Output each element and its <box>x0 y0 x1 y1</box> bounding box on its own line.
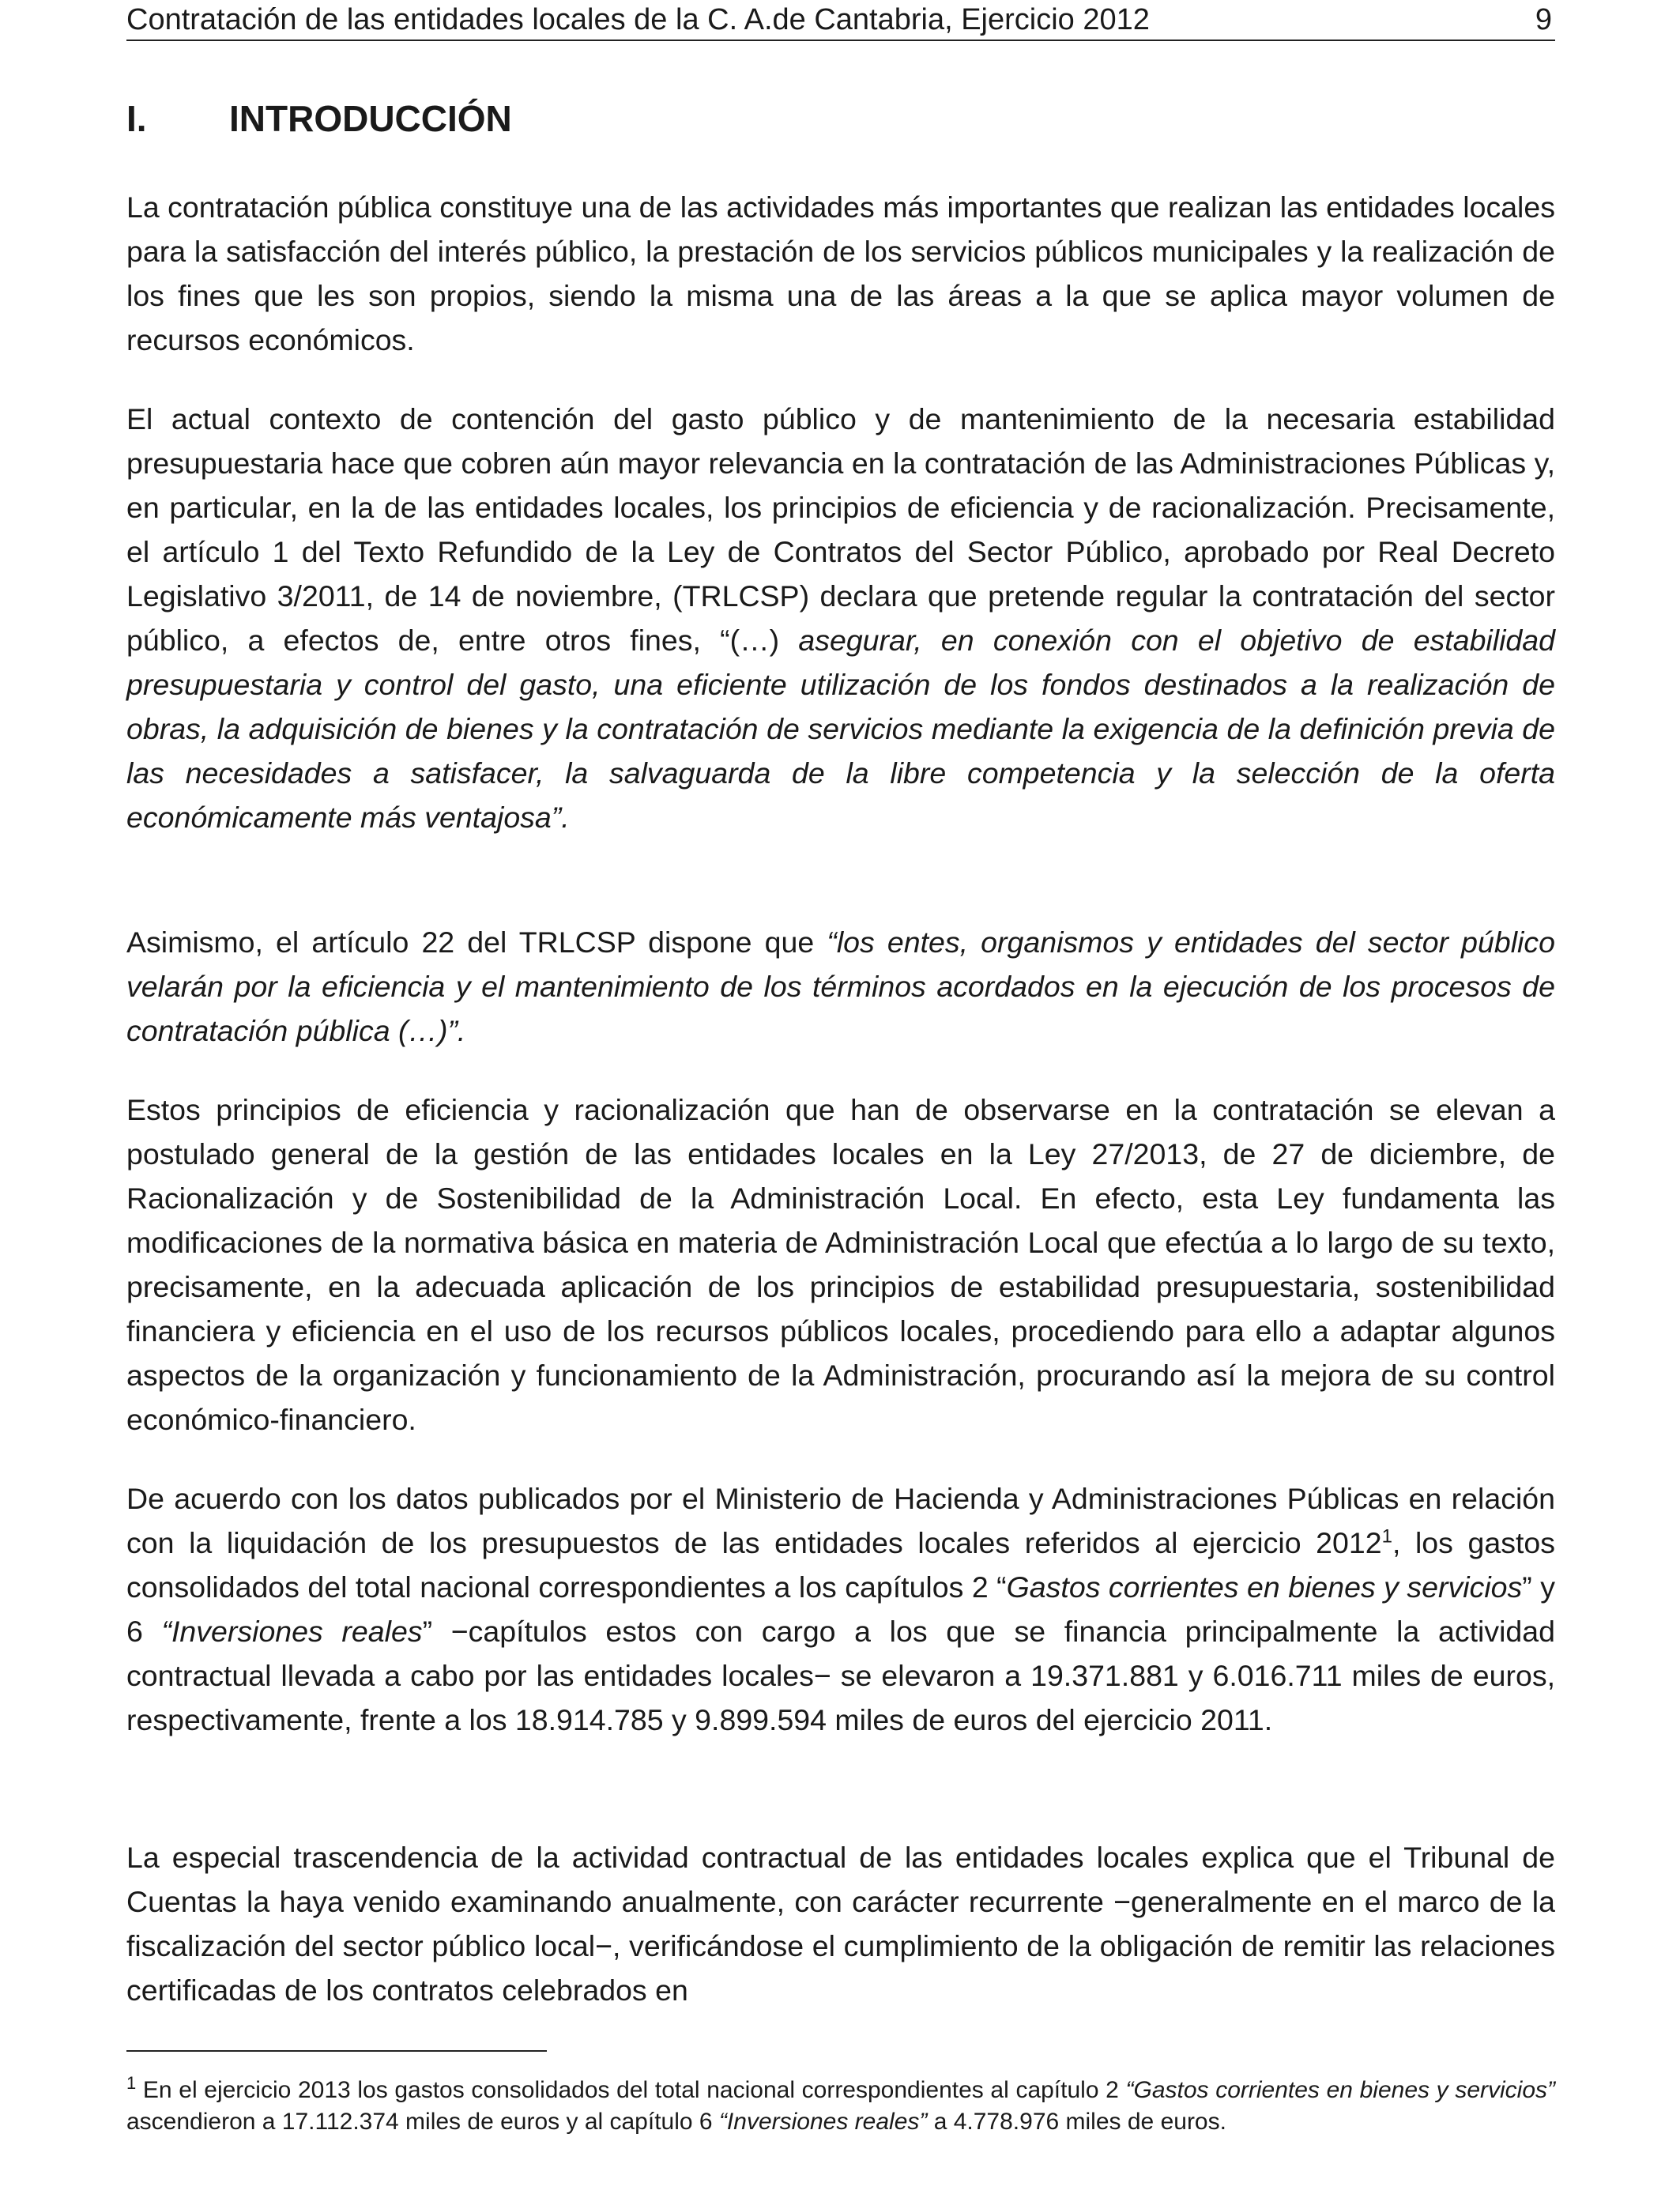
footnote-divider <box>126 2050 547 2052</box>
paragraph-2-text: El actual contexto de contención del gasto público y de mantenimiento de la necesaria estabilidad presupuestaria hace que cobren aún mayor relevancia en la contratación de las Administraciones Públicas y, en particular, en la de las entidades locales, los principios de eficiencia y de racionalización. Precisamente, el artículo 1 del Texto Refundido de la Ley de Contratos del Sector Público, aprobado por Real Decreto Legislativo 3/2011, de 14 de noviembre, (TRLCSP) declara que pretende regular la contratación del sector público, a efectos de, entre otros fines, “(…) <box>126 402 1555 657</box>
section-title: INTRODUCCIÓN <box>229 98 512 139</box>
footnote-text-a: En el ejercicio 2013 los gastos consolidados del total nacional correspondientes al capítulo 2 <box>136 2077 1126 2103</box>
paragraph-6: La especial trascendencia de la actividad contractual de las entidades locales explica que el Tribunal de Cuentas la haya venido examinando anualmente, con carácter recurrente −generalmente en el marco de la fiscalización del sector público local−, verificándose el cumplimiento de la obligación de remitir las relaciones certificadas de los contratos celebrados en <box>126 1841 1555 2007</box>
footnote <box>126 2068 1555 2138</box>
paragraph-3 <box>126 920 1555 1053</box>
page-number: 9 <box>1535 3 1552 36</box>
section-number: I. <box>126 98 147 139</box>
header-title: Contratación de las entidades locales de la C. A.de Cantabria, Ejercicio 2012 <box>126 3 1150 36</box>
paragraph-2 <box>126 397 1555 839</box>
paragraph-5 <box>126 1476 1555 1742</box>
paragraph-5-italic-e: “Inversiones reales <box>161 1615 423 1648</box>
footnote-mark: 1 <box>126 2073 137 2093</box>
paragraph-1: La contratación pública constituye una de las actividades más importantes que realizan las entidades locales para la satisfacción del interés público, la prestación de los servicios públicos municipales y la realización de los fines que les son propios, siendo la misma una de las áreas a la que se aplica mayor volumen de recursos económicos. <box>126 190 1555 356</box>
paragraph-2-quote: asegurar, en conexión con el objetivo de estabilidad presupuestaria y control del gasto, una eficiente utilización de los fondos destinados a la realización de obras, la adquisición de bienes y la contratación de servicios mediante la exigencia de la definición previa de las necesidades a satisfacer, la salvaguarda de la libre competencia y la selección de la oferta económicamente más ventajosa”. <box>126 624 1555 834</box>
paragraph-5-text-d: ” y 6 <box>126 1570 1555 1648</box>
paragraph-5-italic-c: Gastos corrientes en bienes y servicios <box>1006 1570 1523 1604</box>
section-heading <box>126 96 512 141</box>
paragraph-5-text-a: De acuerdo con los datos publicados por el Ministerio de Hacienda y Administraciones Públicas en relación con la liquidación de los presupuestos de las entidades locales referidos al ejercicio 2012 <box>126 1482 1555 1559</box>
paragraph-3-quote: “los entes, organismos y entidades del sector público velarán por la eficiencia y el mantenimiento de los términos acordados en la ejecución de los procesos de contratación pública (…)”. <box>126 925 1555 1047</box>
footnote-text-c: ascendieron a 17.112.374 miles de euros y al capítulo 6 <box>126 2109 719 2135</box>
paragraph-5-text-f: ” −capítulos estos con cargo a los que se financia principalmente la actividad contractual llevada a cabo por las entidades locales− se elevaron a 19.371.881 y 6.016.711 miles de euros, respectivamente, frente a los 18.914.785 y 9.899.594 miles de euros del ejercicio 2011. <box>126 1615 1555 1736</box>
footnote-italic-b: “Gastos corrientes en bienes y servicios” <box>1125 2077 1555 2103</box>
paragraph-4: Estos principios de eficiencia y racionalización que han de observarse en la contratación se elevan a postulado general de la gestión de las entidades locales en la Ley 27/2013, de 27 de diciembre, de Racionalización y de Sostenibilidad de la Administración Local. En efecto, esta Ley fundamenta las modificaciones de la normativa básica en materia de Administración Local que efectúa a lo largo de su texto, precisamente, en la adecuada aplicación de los principios de estabilidad presupuestaria, sostenibilidad financiera y eficiencia en el uso de los recursos públicos locales, procediendo para ello a adaptar algunos aspectos de la organización y funcionamiento de la Administración, procurando así la mejora de su control económico-financiero. <box>126 1093 1555 1436</box>
footnote-reference[interactable]: 1 <box>1381 1525 1392 1547</box>
paragraph-3-text: Asimismo, el artículo 22 del TRLCSP dispone que <box>126 925 827 959</box>
document-page <box>126 0 1555 2194</box>
footnote-text-e: a 4.778.976 miles de euros. <box>927 2109 1226 2135</box>
footnote-italic-d: “Inversiones reales” <box>718 2109 928 2135</box>
page-header <box>126 3 1555 41</box>
paragraph-5-text-b: , los gastos consolidados del total nacional correspondientes a los capítulos 2 “ <box>126 1526 1555 1604</box>
